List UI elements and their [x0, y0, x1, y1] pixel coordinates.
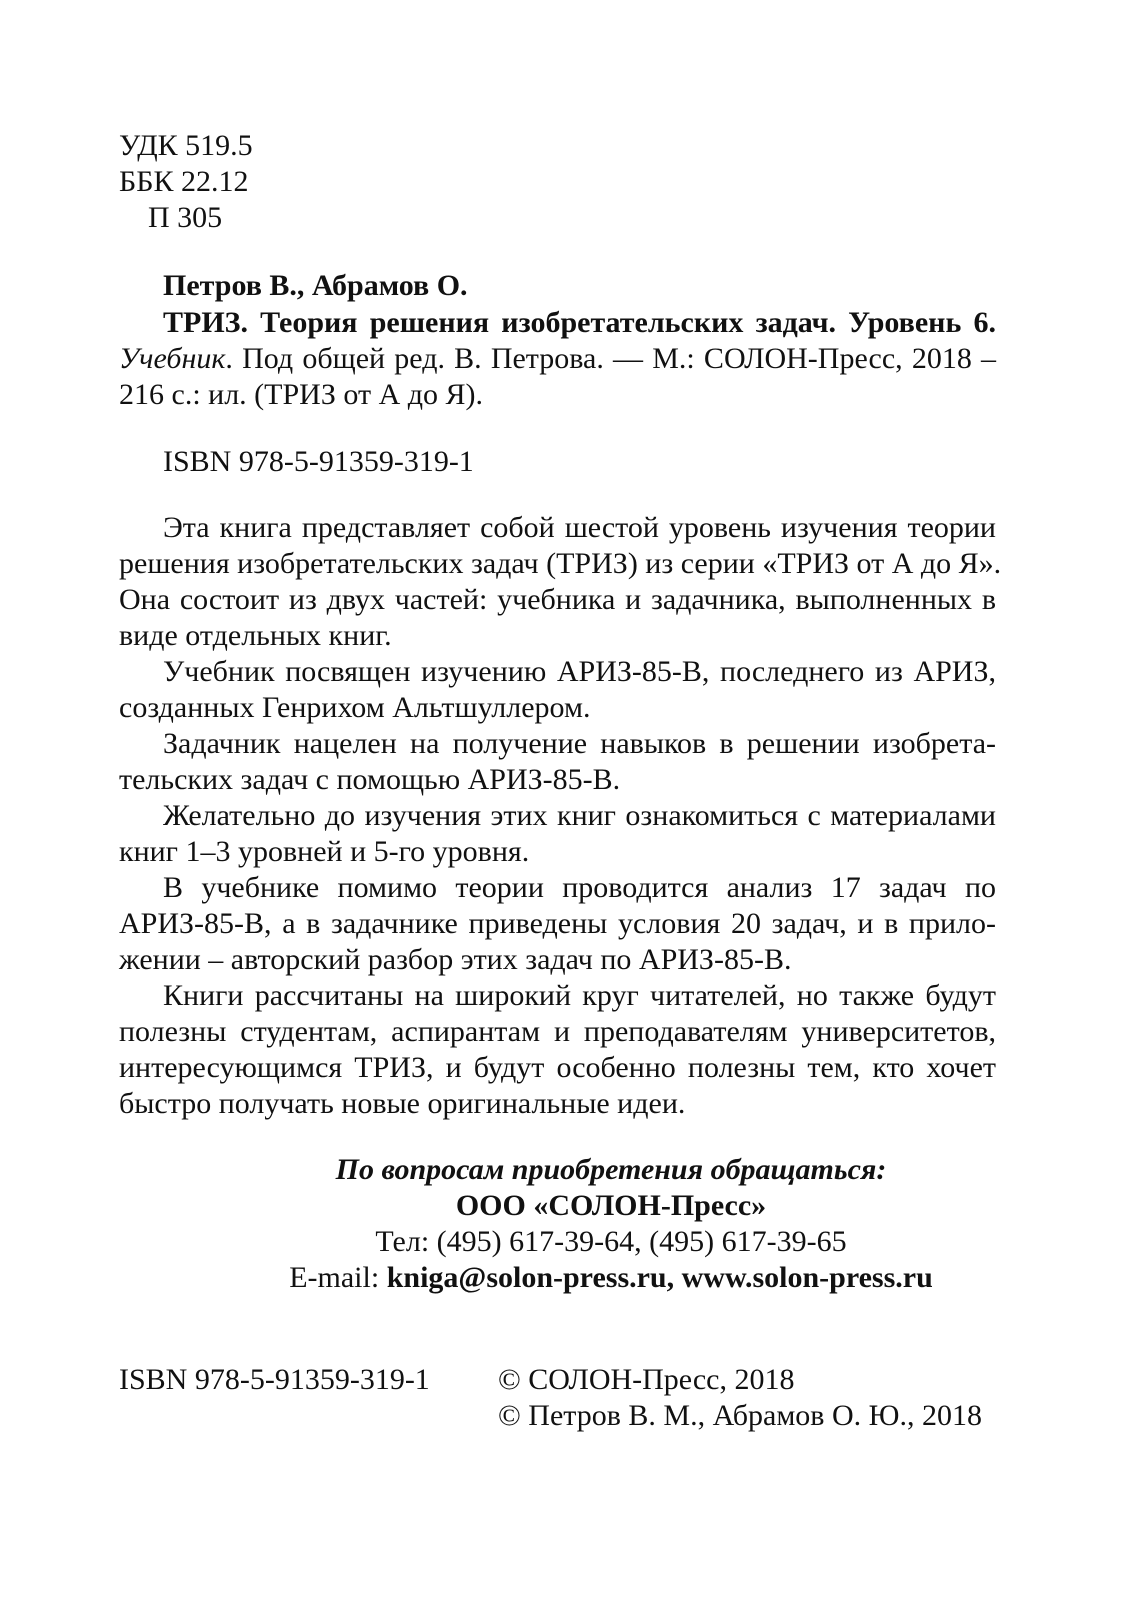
email-links[interactable]: kniga@solon-press.ru, www.solon-press.ru	[386, 1261, 933, 1294]
annotation-line: решения изобретательских задач (ТРИЗ) из серии «ТРИЗ от А до Я».	[119, 547, 1002, 580]
annotation-line: В учебнике помимо теории проводится анализ 17 задач по	[163, 871, 996, 904]
book-title: ТРИЗ. Теория решения изобретательских задач. Уровень 6.	[163, 306, 996, 339]
annotation-line: жении – авторский разбор этих задач по АРИЗ-85-В.	[119, 943, 792, 976]
annotation-line: Учебник посвящен изучению АРИЗ-85-В, последнего из АРИЗ,	[163, 655, 996, 688]
annotation-line: АРИЗ-85-В, а в задачнике приведены условия 20 задач, и в прило-	[119, 907, 996, 940]
annotation-line: Желательно до изучения этих книг ознакомиться с материалами	[163, 799, 996, 832]
publisher-email	[40, 1260, 1142, 1296]
annotation-line: созданных Генрихом Альтшуллером.	[119, 691, 591, 724]
annotation-line: виде отдельных книг.	[119, 619, 392, 652]
authors: Петров В., Абрамов О.	[163, 269, 468, 302]
annotation-line: Эта книга представляет собой шестой уровень изучения теории	[163, 511, 996, 544]
publisher-name: ООО «СОЛОН-Пресс»	[455, 1189, 767, 1222]
author-mark: П 305	[148, 201, 223, 234]
bibliography-line	[119, 341, 996, 377]
bibliography-pages: 216 с.: ил. (ТРИЗ от А до Я).	[119, 378, 484, 411]
annotation-line: Задачник нацелен на получение навыков в решении изобрета-	[163, 727, 996, 760]
annotation-line: интересующимся ТРИЗ, и будут особенно полезны тем, кто хочет	[119, 1051, 996, 1084]
annotation-line: Она состоит из двух частей: учебника и задачника, выполненных в	[119, 583, 996, 616]
annotation-line: книг 1–3 уровней и 5-го уровня.	[119, 835, 530, 868]
annotation-line: полезны студентам, аспирантам и преподавателям университетов,	[119, 1015, 996, 1048]
contacts-heading: По вопросам приобретения обращаться:	[335, 1153, 887, 1186]
copyright-publisher: © СОЛОН-Пресс, 2018	[498, 1363, 795, 1396]
isbn-footer: ISBN 978-5-91359-319-1	[119, 1363, 430, 1396]
udk-code: УДК 519.5	[119, 129, 253, 162]
annotation-line: тельских задач с помощью АРИЗ-85-В.	[119, 763, 621, 796]
isbn-top: ISBN 978-5-91359-319-1	[163, 445, 474, 478]
bibliography-imprint: . Под общей ред. В. Петрова. — М.: СОЛОН-Пресс, 2018 –	[225, 342, 996, 375]
bbk-code: ББК 22.12	[119, 165, 249, 198]
copyright-authors: © Петров В. М., Абрамов О. Ю., 2018	[498, 1399, 982, 1432]
book-type: Учебник	[119, 342, 226, 375]
annotation-line: Книги рассчитаны на широкий круг читателей, но также будут	[163, 979, 996, 1012]
email-label: E-mail:	[289, 1261, 387, 1294]
annotation-line: быстро получать новые оригинальные идеи.	[119, 1087, 686, 1120]
publisher-phone: Тел: (495) 617-39-64, (495) 617-39-65	[375, 1225, 847, 1258]
